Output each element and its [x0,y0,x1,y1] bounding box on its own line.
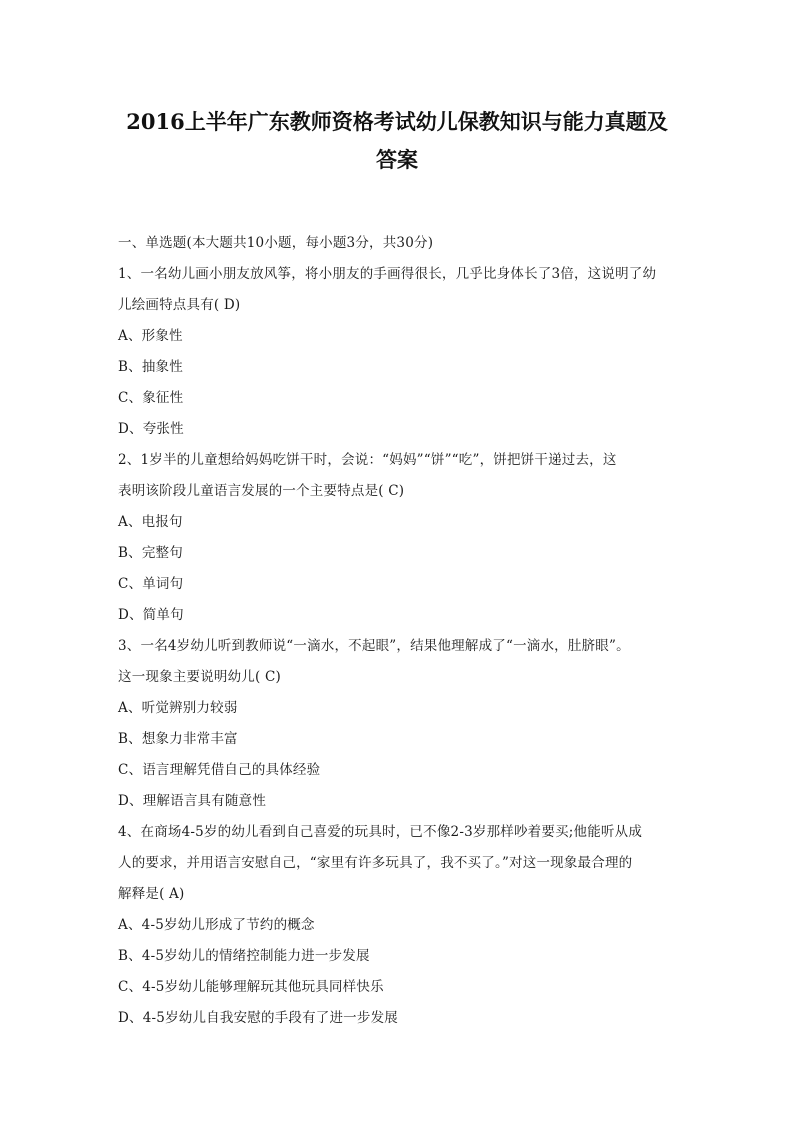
question-2-option-b: B、完整句 [118,545,183,561]
question-1-option-b: B、抽象性 [118,359,183,375]
question-4-stem: 4、在商场4-5岁的幼儿看到自己喜爱的玩具时，已不像2-3岁那样吵着要买;他能听从成 [118,824,643,840]
question-2-stem: 2、1岁半的儿童想给妈妈吃饼干时，会说：“妈妈”“饼”“吃”，饼把饼干递过去，这 [118,452,617,468]
question-1-option-a: A、形象性 [118,328,183,344]
question-4-option-d: D、4-5岁幼儿自我安慰的手段有了进一步发展 [118,1010,398,1026]
question-3-stem-cont: 这一现象主要说明幼儿( C) [118,669,281,685]
question-3-option-a: A、听觉辨别力较弱 [118,700,238,716]
question-1-stem: 1、一名幼儿画小朋友放风筝，将小朋友的手画得很长，几乎比身体长了3倍，这说明了幼 [118,266,657,282]
document-title-line-1: 2016上半年广东教师资格考试幼儿保教知识与能力真题及 [126,109,668,134]
document-body [118,228,678,1034]
question-1-stem-cont: 儿绘画特点具有( D) [118,297,241,313]
document-title-line-2: 答案 [376,147,418,172]
question-3-stem: 3、一名4岁幼儿听到教师说“一滴水，不起眼”，结果他理解成了“一滴水，肚脐眼”。 [118,638,630,654]
question-2-option-c: C、单词句 [118,576,184,592]
question-4-option-c: C、4-5岁幼儿能够理解玩其他玩具同样快乐 [118,979,384,995]
question-3-option-d: D、理解语言具有随意性 [118,793,267,809]
question-1-option-c: C、象征性 [118,390,184,406]
section-heading: 一、单选题(本大题共10小题，每小题3分，共30分) [118,235,434,251]
question-3-option-b: B、想象力非常丰富 [118,731,238,747]
question-4-stem-cont-2: 解释是( A) [118,886,185,902]
question-4-stem-cont: 人的要求，并用语言安慰自己，“家里有许多玩具了，我不买了。”对这一现象最合理的 [118,855,633,871]
question-4-option-b: B、4-5岁幼儿的情绪控制能力进一步发展 [118,948,370,964]
question-2-option-d: D、简单句 [118,607,184,623]
question-4-option-a: A、4-5岁幼儿形成了节约的概念 [118,917,315,933]
question-2-option-a: A、电报句 [118,514,183,530]
question-1-option-d: D、夸张性 [118,421,184,437]
question-3-option-c: C、语言理解凭借自己的具体经验 [118,762,321,778]
question-2-stem-cont: 表明该阶段儿童语言发展的一个主要特点是( C) [118,483,405,499]
